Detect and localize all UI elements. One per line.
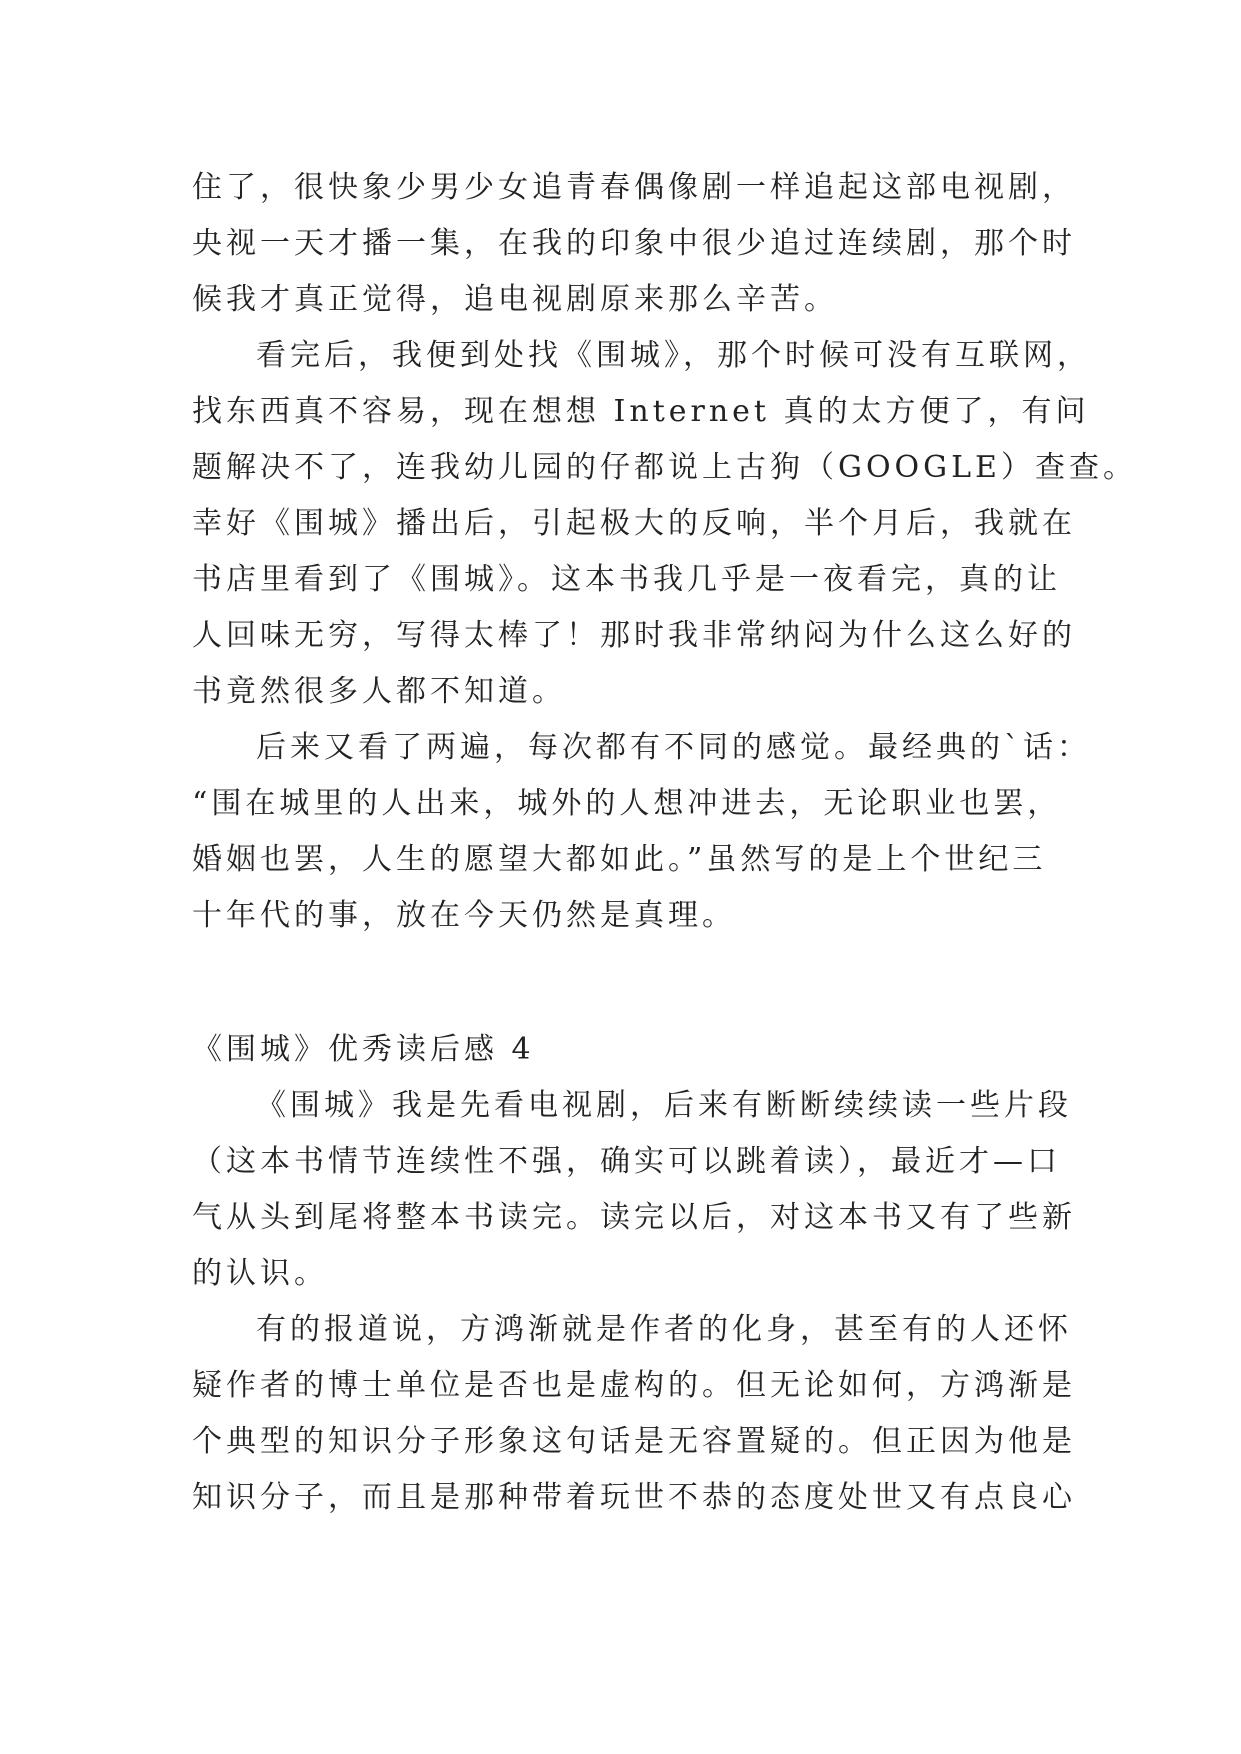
- text-line: 看完后，我便到处找《围城》，那个时候可没有互联网，: [256, 338, 1091, 373]
- section-heading: 《围城》优秀读后感 4: [192, 1032, 535, 1067]
- document-body: [192, 160, 1137, 1526]
- text-line: 人回味无穷，写得太棒了！那时我非常纳闷为什么这么好的: [192, 618, 1076, 653]
- text-line: 的认识。: [192, 1256, 328, 1291]
- text-line: 央视一天才播一集，在我的印象中很少追过连续剧，那个时: [192, 226, 1076, 261]
- text-line: 书竟然很多人都不知道。: [192, 674, 566, 709]
- text-line: 题解决不了，连我幼儿园的仔都说上古狗（GOOGLE）查查。: [192, 450, 1137, 485]
- text-line: 知识分子，而且是那种带着玩世不恭的态度处世又有点良心: [192, 1480, 1076, 1515]
- paragraph: [192, 1078, 1076, 1302]
- text-line: 书店里看到了《围城》。这本书我几乎是一夜看完，真的让: [192, 562, 1061, 597]
- paragraph: [192, 160, 1076, 328]
- text-line: 《围城》我是先看电视剧，后来有断断续续读一些片段: [256, 1088, 1072, 1123]
- text-line: 住了，很快象少男少女追青春偶像剧一样追起这部电视剧，: [192, 170, 1076, 205]
- text-line: 疑作者的博士单位是否也是虚构的。但无论如何，方鸿渐是: [192, 1368, 1076, 1403]
- text-line: （这本书情节连续性不强，确实可以跳着读），最近才—口: [192, 1144, 1061, 1179]
- text-line: 后来又看了两遍，每次都有不同的感觉。最经典的`话：: [256, 730, 1091, 765]
- text-line: 找东西真不容易，现在想想 Internet 真的太方便了，有问: [192, 394, 1090, 429]
- text-line: 十年代的事，放在今天仍然是真理。: [192, 898, 736, 933]
- paragraph: [192, 720, 1091, 944]
- text-line: 候我才真正觉得，追电视剧原来那么辛苦。: [192, 282, 838, 317]
- text-line: 幸好《围城》播出后，引起极大的反响，半个月后，我就在: [192, 506, 1076, 541]
- paragraph: [192, 1302, 1076, 1526]
- text-line: 婚姻也罢，人生的愿望大都如此。”虽然写的是上个世纪三: [192, 842, 1047, 877]
- text-line: 个典型的知识分子形象这句话是无容置疑的。但正因为他是: [192, 1424, 1076, 1459]
- text-line: 气从头到尾将整本书读完。读完以后，对这本书又有了些新: [192, 1200, 1076, 1235]
- paragraph: [192, 328, 1137, 720]
- text-line: “围在城里的人出来，城外的人想冲进去，无论职业也罢，: [192, 786, 1062, 821]
- section-spacer: [192, 944, 1072, 1022]
- text-line: 有的报道说，方鸿渐就是作者的化身，甚至有的人还怀: [256, 1312, 1072, 1347]
